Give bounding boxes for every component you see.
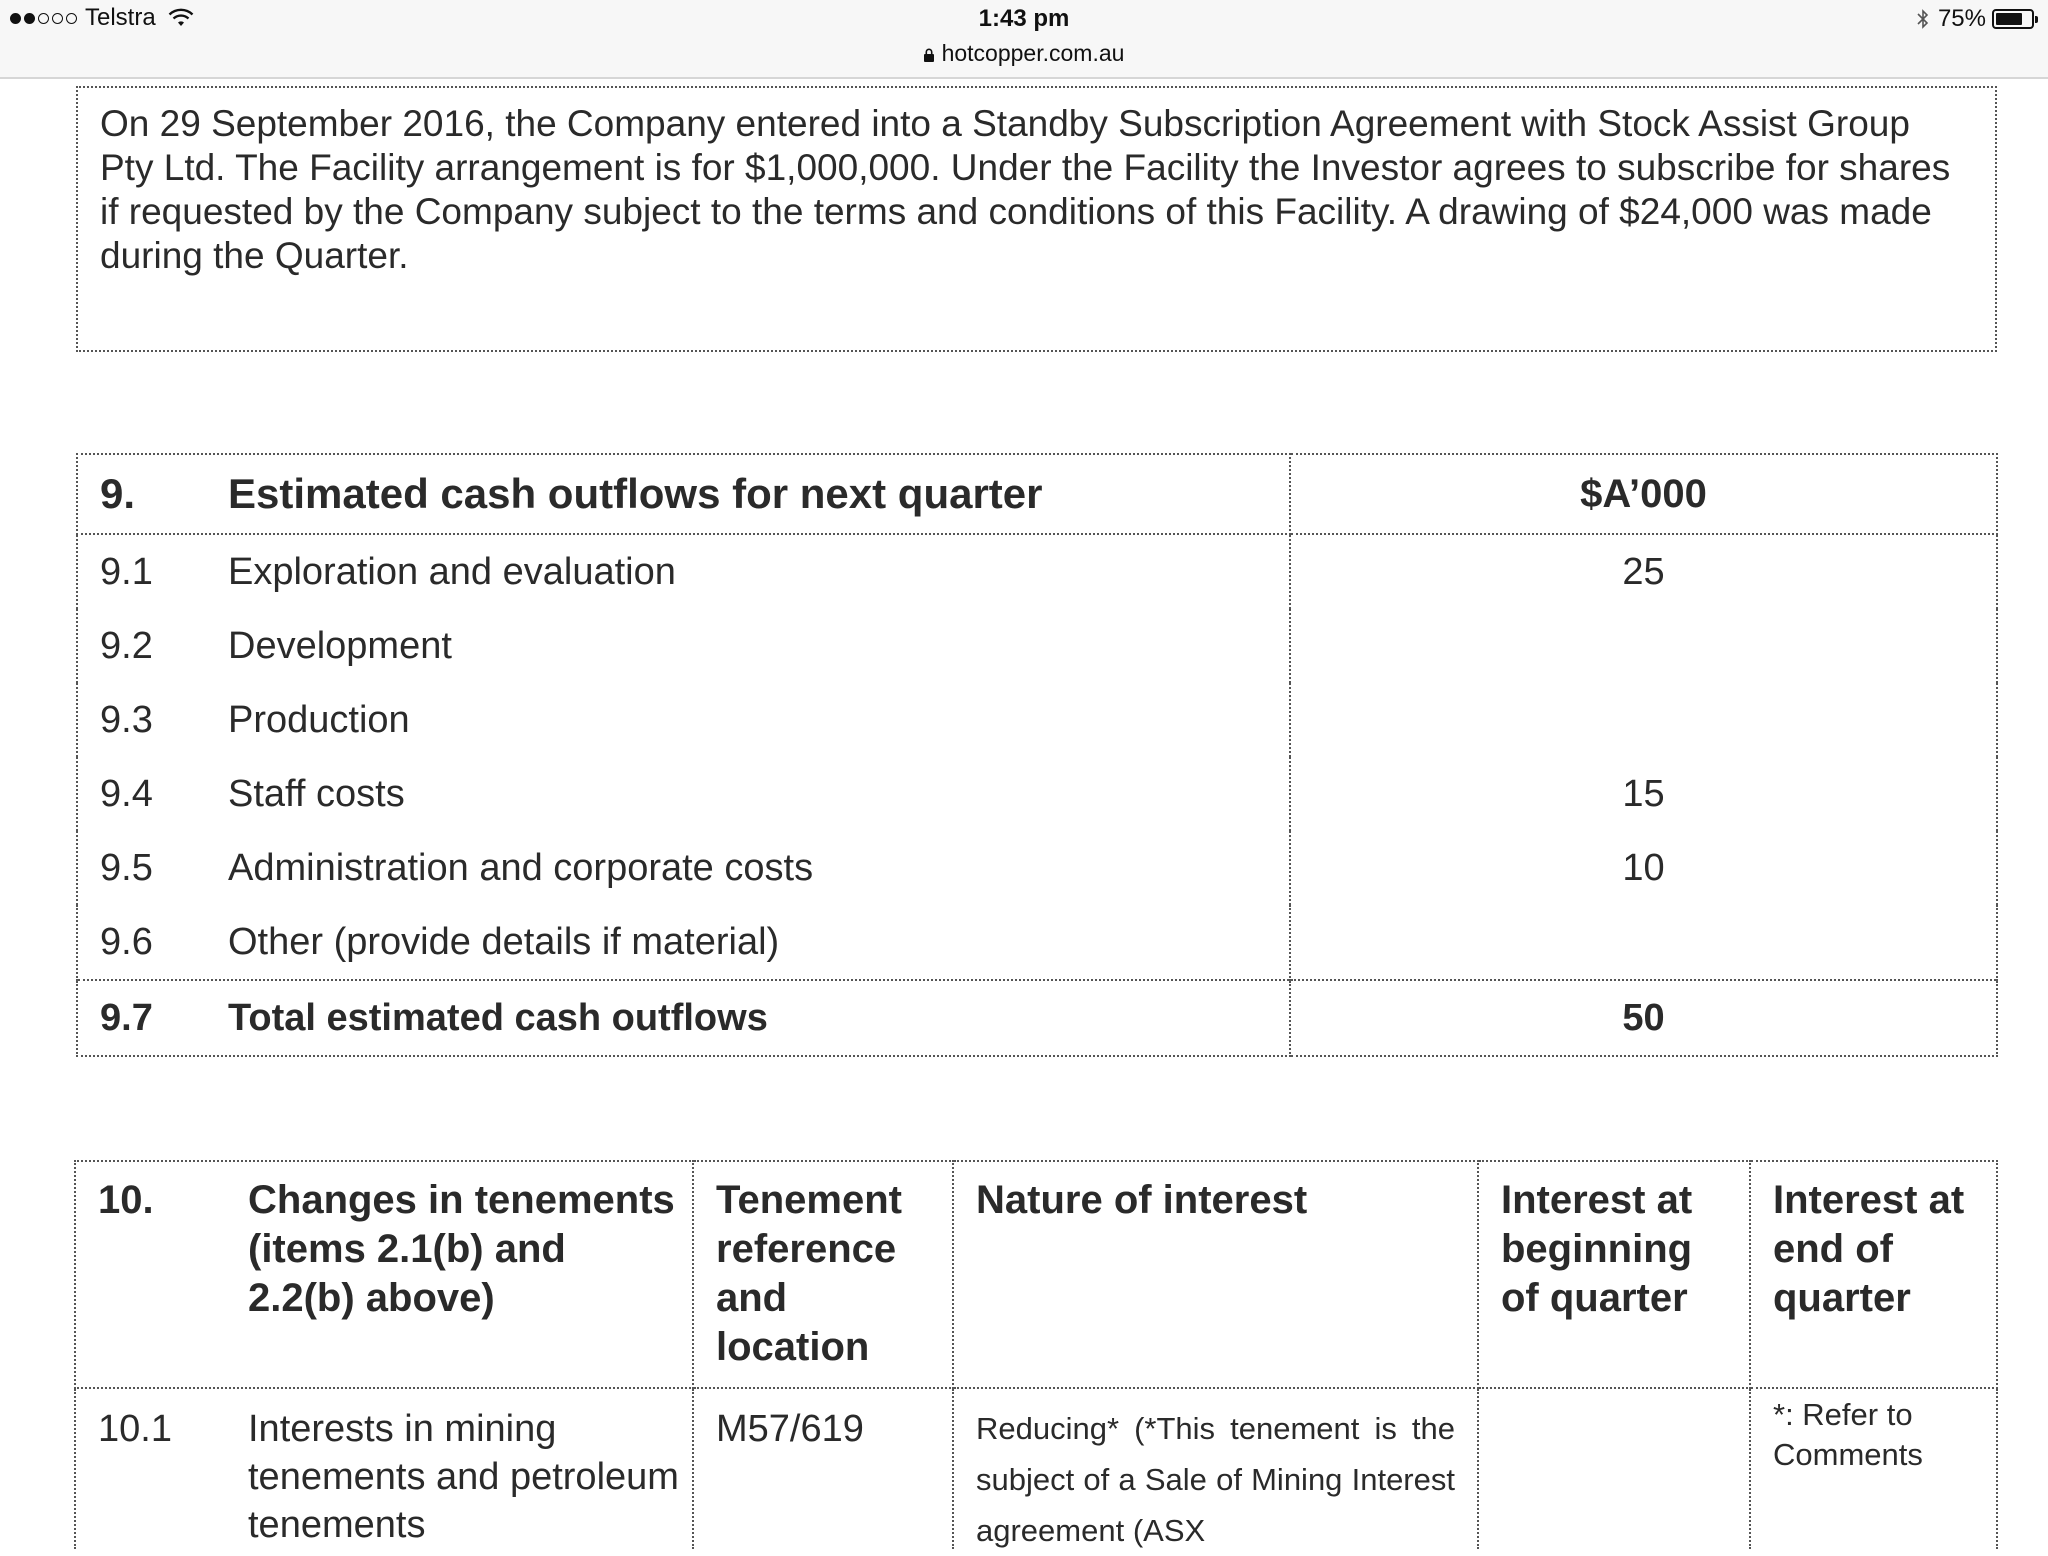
tenements-header-row bbox=[75, 1161, 1997, 1388]
battery-level bbox=[1996, 13, 2022, 25]
row-value: 15 bbox=[1622, 772, 1665, 815]
changes-header: Changes in tenements (items 2.1(b) and 2.2(b) above) bbox=[248, 1178, 675, 1320]
cash-outflows-table bbox=[76, 453, 1998, 1057]
row-label: Administration and corporate costs bbox=[228, 846, 814, 889]
tenements-table bbox=[74, 1160, 1998, 1549]
table-row bbox=[77, 683, 1997, 757]
table-row bbox=[75, 1388, 1997, 1549]
row-number: 9.4 bbox=[100, 772, 153, 815]
table-row bbox=[77, 609, 1997, 683]
battery-percent: 75% bbox=[1937, 5, 1986, 32]
battery-icon bbox=[1992, 9, 2034, 29]
reference-header: Tenement reference and location bbox=[716, 1178, 902, 1369]
section-number: 10. bbox=[98, 1178, 154, 1222]
interest-begin bbox=[1479, 1389, 1749, 1549]
total-value: 50 bbox=[1622, 996, 1665, 1039]
url-text: hotcopper.com.au bbox=[941, 40, 1125, 66]
row-value: 25 bbox=[1622, 550, 1665, 593]
facility-note: On 29 September 2016, the Company entered into a Standby Subscription Agreement with Stock Assist Group Pty Ltd. The Facility arrangement is for $1,000,000. Under the Facility the Investor agrees to subscribe for shares if requested by the Company subject to the terms and conditions of this Facility. A drawing of $24,000 was made during the Quarter. bbox=[76, 86, 1997, 352]
section-number: 9. bbox=[100, 470, 136, 517]
nature-of-interest: Reducing* (*This tenement is the subject of a Sale of Mining Interest agreement (ASX bbox=[976, 1411, 1455, 1548]
end-interest-header: Interest at end of quarter bbox=[1773, 1178, 1965, 1320]
row-number: 9.6 bbox=[100, 920, 153, 963]
section-title: Estimated cash outflows for next quarter bbox=[228, 470, 1043, 517]
begin-interest-header: Interest at beginning of quarter bbox=[1501, 1178, 1693, 1320]
table-row bbox=[77, 831, 1997, 905]
row-number: 10.1 bbox=[98, 1408, 172, 1450]
total-number: 9.7 bbox=[100, 996, 153, 1039]
row-label: Exploration and evaluation bbox=[228, 550, 676, 593]
row-label: Development bbox=[228, 624, 452, 667]
row-label: Interests in mining tenements and petroleum tenements bbox=[248, 1408, 679, 1546]
table-row bbox=[77, 905, 1997, 980]
nature-header: Nature of interest bbox=[976, 1178, 1308, 1222]
carrier-name: Telstra bbox=[85, 4, 156, 31]
table-row bbox=[77, 534, 1997, 609]
cash-outflows-header-row bbox=[77, 454, 1997, 534]
row-label: Production bbox=[228, 698, 410, 741]
row-number: 9.2 bbox=[100, 624, 153, 667]
interest-end: *: Refer to Comments bbox=[1773, 1397, 1923, 1472]
row-number: 9.1 bbox=[100, 550, 153, 593]
row-value: 10 bbox=[1622, 846, 1665, 889]
lock-icon bbox=[924, 48, 934, 62]
row-number: 9.5 bbox=[100, 846, 153, 889]
row-label: Staff costs bbox=[228, 772, 405, 815]
status-bar bbox=[0, 0, 2048, 79]
status-right bbox=[1916, 5, 2034, 33]
total-label: Total estimated cash outflows bbox=[228, 996, 768, 1039]
total-row bbox=[77, 980, 1997, 1056]
unit-header: $A’000 bbox=[1580, 471, 1707, 516]
bluetooth-icon bbox=[1916, 7, 1930, 31]
tenement-reference: M57/619 bbox=[716, 1408, 864, 1450]
row-number: 9.3 bbox=[100, 698, 153, 741]
table-row bbox=[77, 757, 1997, 831]
clock: 1:43 pm bbox=[978, 5, 1070, 32]
address-bar[interactable] bbox=[0, 40, 2048, 67]
row-label: Other (provide details if material) bbox=[228, 920, 780, 963]
